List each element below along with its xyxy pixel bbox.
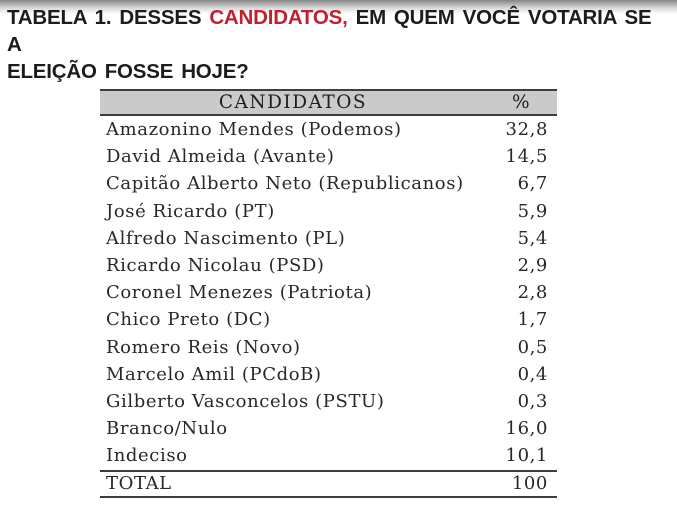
candidate-name: Branco/Nulo (106, 418, 228, 440)
candidate-percent: 2,9 (517, 255, 548, 277)
candidate-percent: 32,8 (505, 119, 548, 140)
candidate-percent: 6,7 (517, 173, 548, 195)
candidate-name: Alfredo Nascimento (PL) (106, 227, 346, 249)
title-prefix: TABELA 1. DESSES (7, 6, 210, 29)
candidate-percent: 14,5 (505, 146, 548, 168)
candidate-name: Ricardo Nicolau (PSD) (106, 255, 325, 277)
title-highlight: CANDIDATOS, (209, 6, 348, 29)
candidate-name: Amazonino Mendes (Podemos) (106, 119, 402, 140)
candidate-name: Gilberto Vasconcelos (PSTU) (106, 391, 385, 413)
candidate-name: Chico Preto (DC) (106, 309, 271, 331)
table-row (100, 115, 557, 143)
candidate-name: José Ricardo (PT) (106, 200, 275, 222)
candidate-percent: 5,9 (517, 200, 548, 222)
candidate-name: Capitão Alberto Neto (Republicanos) (106, 173, 464, 195)
candidate-percent: 2,8 (517, 282, 548, 304)
candidate-percent: 1,7 (517, 309, 548, 331)
candidate-name: Marcelo Amil (PCdoB) (106, 363, 322, 385)
table-header-row (100, 90, 557, 115)
header-percent: % (511, 92, 532, 113)
table-row (100, 198, 557, 225)
candidate-percent: 0,4 (517, 363, 548, 385)
candidate-percent: 5,4 (517, 227, 548, 249)
title-suffix: EM QUEM VOCÊ VOTARIA SE A (7, 6, 652, 56)
table-row (100, 442, 557, 470)
table-row (100, 225, 557, 252)
table-row (100, 252, 557, 279)
table-row (100, 279, 557, 306)
candidate-name: Indeciso (106, 445, 188, 467)
table-row (100, 143, 557, 170)
table-row (100, 306, 557, 333)
total-value: 100 (511, 472, 548, 494)
results-table-container (100, 89, 557, 498)
table-row (100, 170, 557, 197)
page-title (7, 4, 671, 85)
table-total-row (100, 471, 557, 497)
results-table (100, 89, 557, 498)
candidate-percent: 16,0 (505, 418, 548, 440)
candidate-name: Romero Reis (Novo) (106, 336, 301, 358)
table-row (100, 388, 557, 415)
candidate-percent: 0,3 (517, 391, 548, 413)
table-row (100, 361, 557, 388)
candidate-name: David Almeida (Avante) (106, 146, 335, 168)
candidate-percent: 0,5 (517, 336, 548, 358)
candidate-percent: 10,1 (505, 445, 548, 467)
title-line-1 (7, 4, 671, 58)
header-candidates: CANDIDATOS (218, 92, 368, 113)
candidate-name: Coronel Menezes (Patriota) (106, 282, 373, 304)
table-row (100, 415, 557, 442)
table-row (100, 334, 557, 361)
title-line-2: ELEIÇÃO FOSSE HOJE? (7, 60, 249, 83)
total-label: TOTAL (106, 472, 172, 494)
